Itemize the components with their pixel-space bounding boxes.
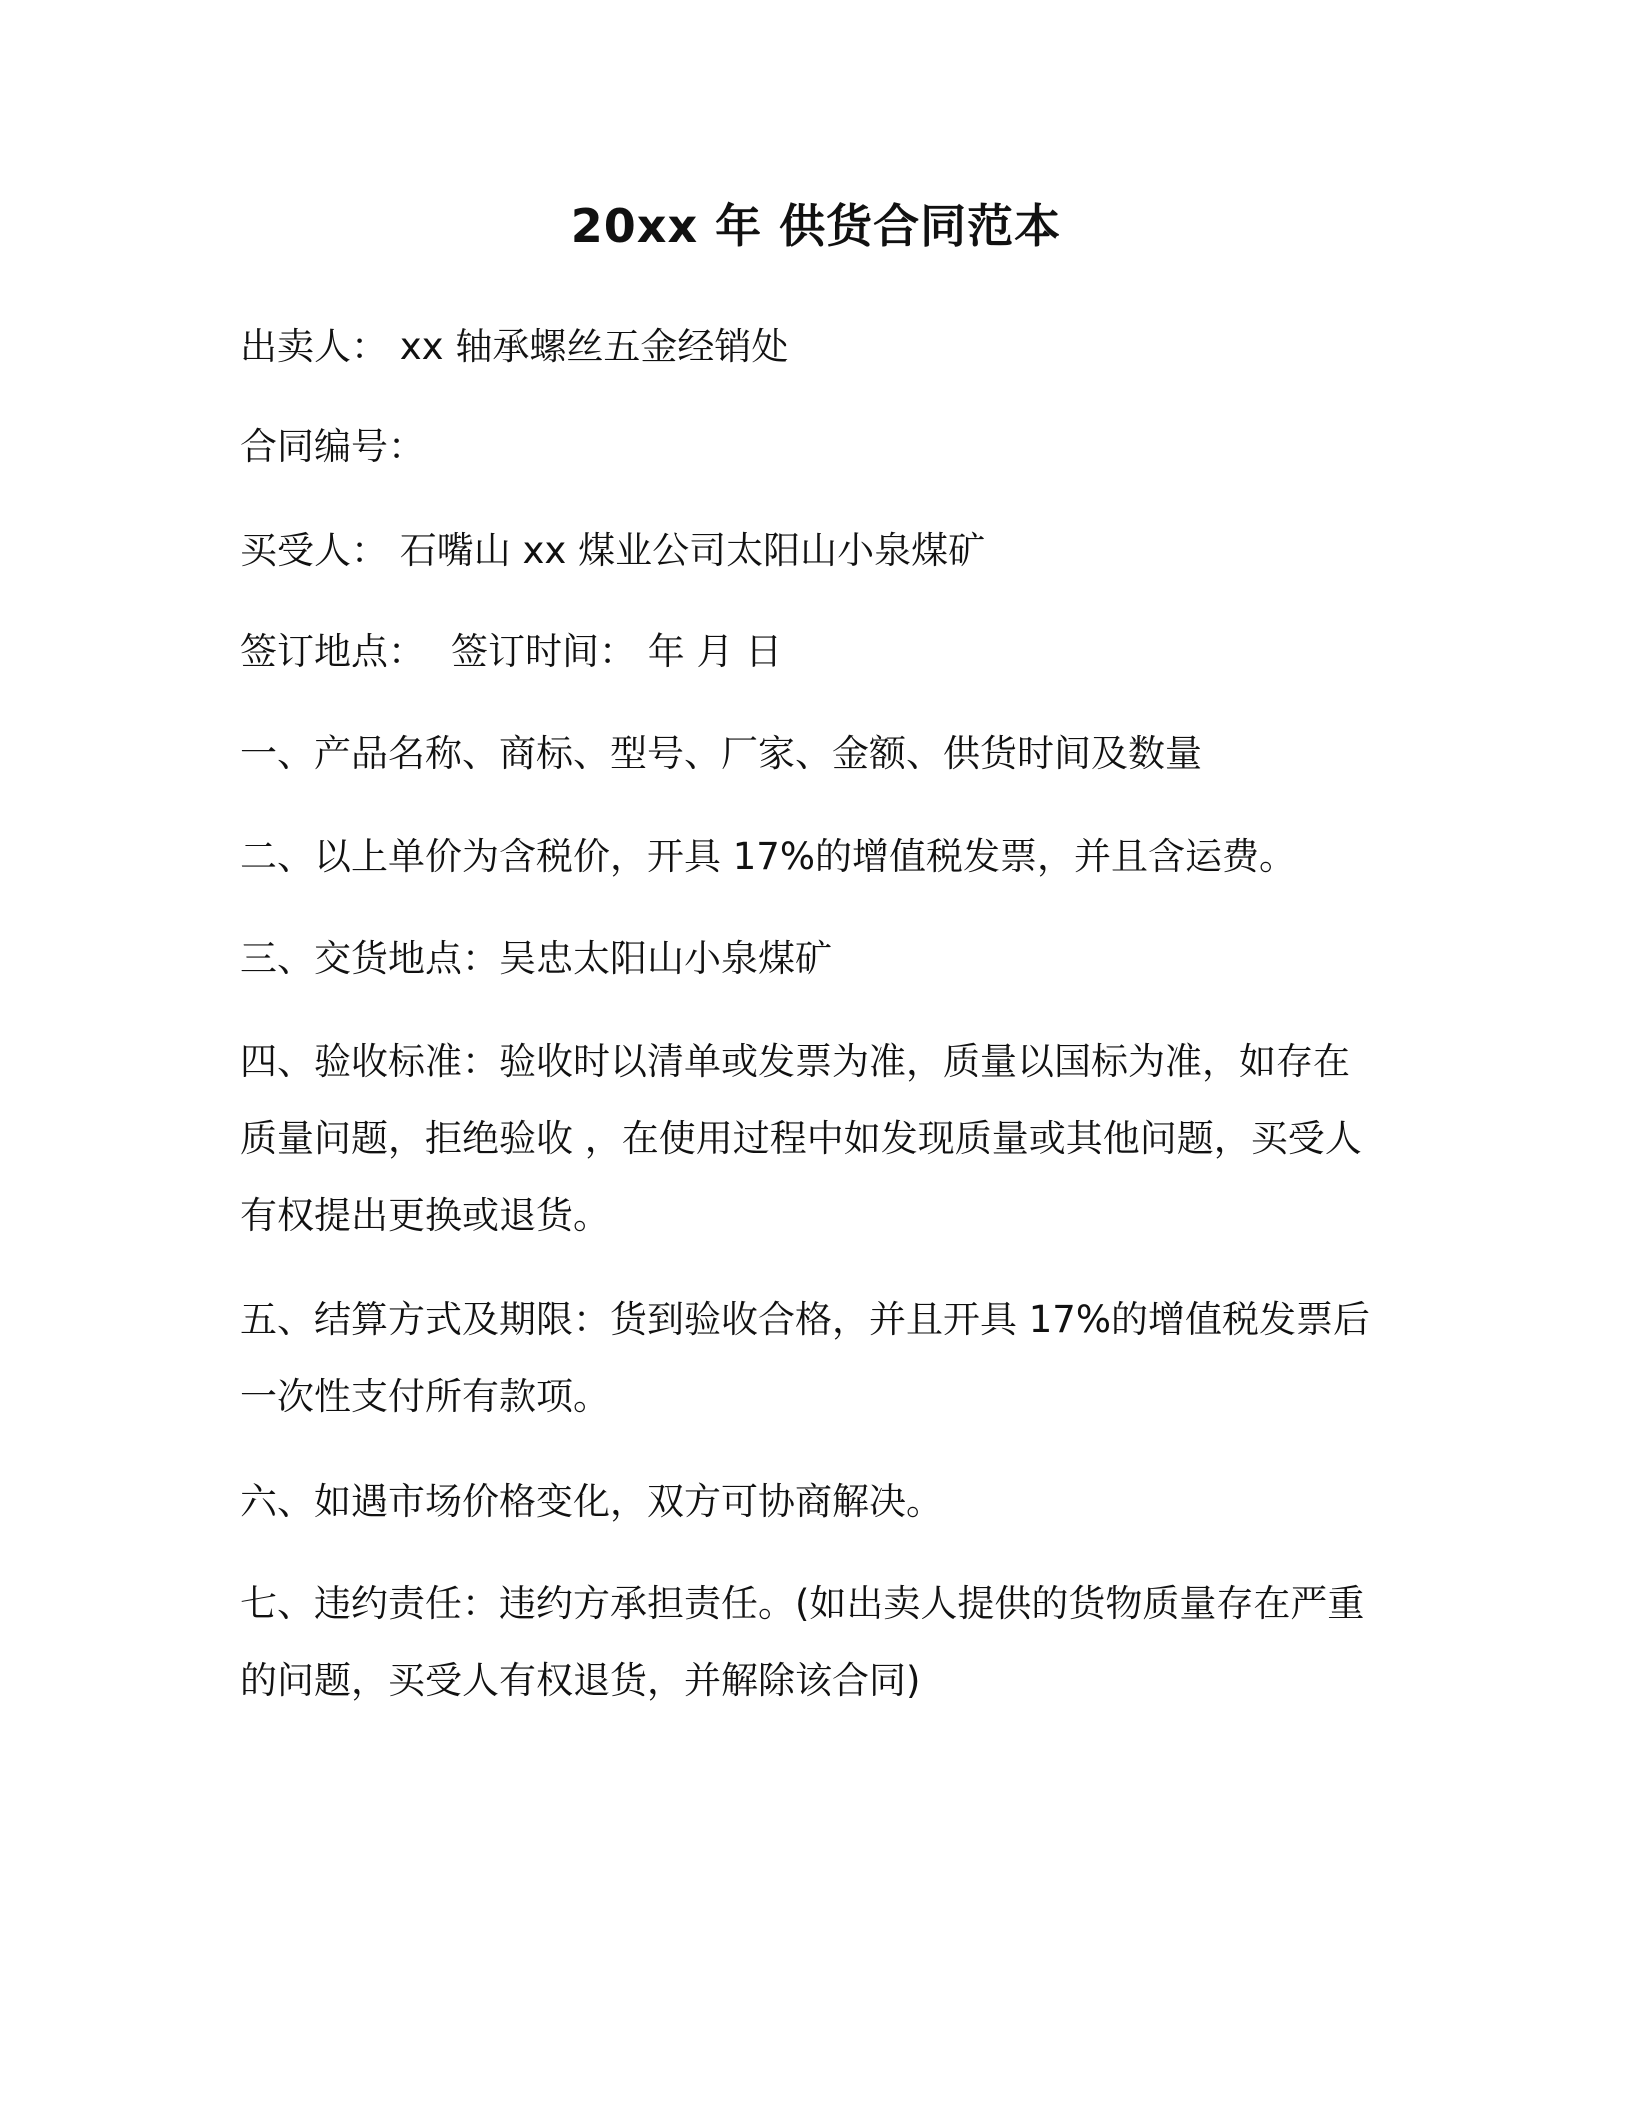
clause-5-line-2: 一次性支付所有款项。 — [240, 1375, 610, 1418]
signing-line — [240, 613, 1390, 690]
seller-line: 出卖人： xx 轴承螺丝五金经销处 — [240, 325, 789, 368]
clause-1: 一、产品名称、商标、型号、厂家、金额、供货时间及数量 — [240, 732, 1202, 775]
clause-5 — [240, 1281, 1390, 1435]
clause-4-line-2: 质量问题，拒绝验收 ，在使用过程中如发现质量或其他问题，买受人 — [240, 1117, 1362, 1160]
buyer-line: 买受人： 石嘴山 xx 煤业公司太阳山小泉煤矿 — [240, 529, 986, 572]
clause-3: 三、交货地点：吴忠太阳山小泉煤矿 — [240, 937, 832, 980]
clause-4-line-3: 有权提出更换或退货。 — [240, 1194, 610, 1237]
clause-7-line-1: 七、违约责任：违约方承担责任。(如出卖人提供的货物质量存在严重 — [240, 1582, 1365, 1625]
clause-7-line-2: 的问题，买受人有权退货，并解除该合同) — [240, 1659, 921, 1702]
clause-4 — [240, 1023, 1390, 1254]
contract-number-line: 合同编号： — [240, 425, 425, 468]
clause-2: 二、以上单价为含税价，开具 17%的增值税发票，并且含运费。 — [240, 835, 1296, 878]
document-title: 20xx 年 供货合同范本 — [570, 199, 1062, 253]
clause-7 — [240, 1565, 1390, 1719]
sign-place: 签订地点： — [240, 630, 425, 673]
sign-time: 签订时间： 年 月 日 — [451, 630, 783, 673]
clause-4-line-1: 四、验收标准：验收时以清单或发票为准，质量以国标为准，如存在 — [240, 1040, 1350, 1083]
clause-6: 六、如遇市场价格变化，双方可协商解决。 — [240, 1480, 943, 1523]
clause-5-line-1: 五、结算方式及期限：货到验收合格，并且开具 17%的增值税发票后 — [240, 1298, 1370, 1341]
